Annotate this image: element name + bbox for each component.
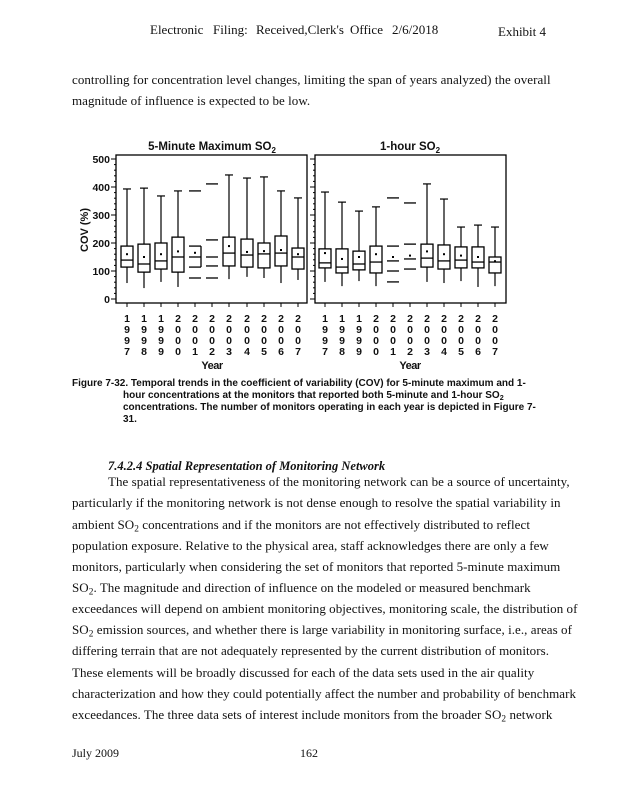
iqr-box (172, 237, 184, 272)
x-tick-label: 8 (141, 346, 147, 358)
footer-date: July 2009 (72, 746, 120, 760)
x-tick-label: 0 (295, 324, 301, 336)
iqr-box (319, 249, 331, 268)
x-tick-label: 0 (209, 324, 215, 336)
subscript: 2 (88, 629, 94, 640)
x-tick-label: 0 (475, 324, 481, 336)
x-tick-label: 7 (295, 346, 301, 358)
filing-stamp-date: 2/6/2018 (392, 22, 439, 37)
x-tick-label: 1 (124, 313, 130, 325)
section-line (72, 580, 531, 596)
x-tick-label: 0 (424, 335, 430, 347)
section-line (72, 622, 572, 638)
figure-caption-line: concentrations. The number of monitors operating in each year is depicted in Figure 7- (123, 402, 536, 413)
x-tick-label: 2 (407, 346, 413, 358)
mean-marker (228, 245, 230, 247)
x-tick-label: 0 (278, 324, 284, 336)
mean-marker (160, 253, 162, 255)
x-tick-label: 4 (244, 346, 250, 358)
mean-marker (392, 256, 394, 258)
x-tick-label: 0 (226, 335, 232, 347)
section-line (72, 559, 560, 575)
mean-marker (409, 255, 411, 257)
x-tick-label: 2 (492, 313, 498, 325)
plot-frame (315, 155, 506, 303)
line-text: . The magnitude and direction of influence on the modeled or measured benchmark (93, 580, 531, 595)
iqr-box (455, 247, 467, 268)
line-text: exceedances. The three data sets of interest include monitors from the broader SO (72, 707, 502, 722)
x-tick-label: 0 (226, 324, 232, 336)
chart-title: 1-hour $SO_2$ (379, 141, 441, 155)
filing-stamp-electronic: Electronic (150, 22, 204, 37)
iqr-box (292, 248, 304, 269)
x-tick-label: 7 (492, 346, 498, 358)
x-tick-label: 0 (458, 335, 464, 347)
line-text: SO (72, 580, 89, 595)
filing-stamp-office: Office (350, 22, 383, 37)
iqr-box (353, 251, 365, 270)
filing-stamp-filing: Filing: (213, 22, 248, 37)
x-tick-label: 7 (322, 346, 328, 358)
iqr-box (138, 244, 150, 272)
x-tick-label: 2 (209, 313, 215, 325)
mean-marker (341, 258, 343, 260)
mean-marker (494, 260, 496, 262)
y-tick-label: 300 (92, 210, 110, 222)
chart-title: 5-Minute Maximum $SO_2$ (148, 141, 276, 155)
x-tick-label: 2 (226, 313, 232, 325)
figure-caption-line: 31. (123, 414, 137, 425)
x-tick-label: 9 (141, 335, 147, 347)
mean-marker (194, 252, 196, 254)
x-tick-label: 9 (356, 346, 362, 358)
line-text: These elements will be broadly discussed for each of the data sets used in the air quality (72, 665, 535, 680)
x-tick-label: 1 (158, 313, 164, 325)
subscript: 2 (88, 587, 94, 598)
x-tick-label: 3 (226, 346, 232, 358)
section-heading: 7.4.2.4 Spatial Representation of Monitoring Network (108, 459, 386, 473)
y-tick-label: 100 (92, 266, 110, 278)
line-text: monitors, particularly when considering the set of monitors that reported 5-minute maximum (72, 559, 561, 574)
figure-caption-line: Figure 7-32. Temporal trends in the coefficient of variability (COV) for 5-minute maximum and 1- (72, 378, 526, 389)
line-text: The spatial representativeness of the monitoring network can be a source of uncertainty, (108, 474, 570, 489)
x-tick-label: 3 (424, 346, 430, 358)
x-tick-label: 1 (192, 346, 198, 358)
iqr-box (438, 245, 450, 269)
iqr-box (421, 244, 433, 267)
iqr-box (241, 239, 253, 267)
x-tick-label: 9 (339, 324, 345, 336)
x-tick-label: 6 (278, 346, 284, 358)
section-line (72, 686, 576, 702)
x-tick-label: 2 (373, 313, 379, 325)
x-tick-label: 1 (339, 313, 345, 325)
y-axis-label: COV (%) (79, 208, 91, 252)
mean-marker (460, 255, 462, 257)
x-tick-label: 9 (322, 324, 328, 336)
x-tick-label: 0 (373, 346, 379, 358)
x-tick-label: 9 (158, 346, 164, 358)
subscript: 2 (134, 524, 139, 535)
x-tick-label: 2 (175, 313, 181, 325)
x-tick-label: 0 (475, 335, 481, 347)
x-tick-label: 0 (424, 324, 430, 336)
x-tick-label: 5 (261, 346, 267, 358)
page-number: 162 (300, 746, 318, 760)
figure-caption-line (123, 390, 504, 401)
x-tick-label: 0 (261, 324, 267, 336)
x-tick-label: 0 (261, 335, 267, 347)
line-text: network (506, 707, 553, 722)
filing-stamp-received: Received,Clerk's (256, 22, 344, 37)
x-tick-label: 2 (424, 313, 430, 325)
iqr-box (489, 257, 501, 273)
y-tick-label: 400 (92, 182, 110, 194)
x-tick-label: 2 (192, 313, 198, 325)
y-tick-label: 500 (92, 154, 110, 166)
mean-marker (375, 253, 377, 255)
x-tick-label: 2 (407, 313, 413, 325)
x-tick-label: 0 (295, 335, 301, 347)
mean-marker (297, 253, 299, 255)
x-tick-label: 2 (458, 313, 464, 325)
x-tick-label: 2 (441, 313, 447, 325)
x-tick-label: 2 (244, 313, 250, 325)
iqr-box (223, 237, 235, 266)
x-tick-label: 8 (339, 346, 345, 358)
x-tick-label: 0 (390, 335, 396, 347)
plot-frame (116, 155, 307, 303)
x-tick-label: 9 (124, 335, 130, 347)
x-tick-label: 0 (390, 324, 396, 336)
x-tick-label: 0 (458, 324, 464, 336)
line-text: particularly if the monitoring network is not dense enough to resolve the spatial variability in (72, 495, 561, 510)
section-line (72, 538, 549, 554)
mean-marker (324, 252, 326, 254)
x-tick-label: 9 (356, 335, 362, 347)
x-tick-label: 0 (373, 324, 379, 336)
y-tick-label: 200 (92, 238, 110, 250)
cov-boxplot-figure (0, 0, 618, 380)
x-axis-label: Year (399, 360, 421, 372)
mean-marker (443, 253, 445, 255)
x-tick-label: 9 (356, 324, 362, 336)
subscript: 2 (501, 714, 507, 725)
iqr-box (121, 246, 133, 267)
x-tick-label: 9 (158, 335, 164, 347)
iqr-box (336, 249, 348, 273)
x-tick-label: 9 (158, 324, 164, 336)
line-text: concentrations and if the monitors are not effectively distributed to reflect (138, 517, 530, 532)
line-text: SO (72, 622, 89, 637)
section-line (72, 495, 561, 511)
x-tick-label: 0 (244, 335, 250, 347)
x-tick-label: 0 (441, 335, 447, 347)
x-tick-label: 9 (339, 335, 345, 347)
x-tick-label: 2 (209, 346, 215, 358)
section-line (72, 601, 577, 617)
mean-marker (263, 250, 265, 252)
section-line (72, 643, 549, 659)
x-tick-label: 2 (295, 313, 301, 325)
x-tick-label: 6 (475, 346, 481, 358)
x-tick-label: 1 (356, 313, 362, 325)
x-tick-label: 7 (124, 346, 130, 358)
mean-marker (143, 256, 145, 258)
iqr-box (155, 243, 167, 269)
x-tick-label: 0 (175, 346, 181, 358)
line-text: ambient SO (72, 517, 135, 532)
x-tick-label: 0 (209, 335, 215, 347)
x-tick-label: 0 (441, 324, 447, 336)
caption-text: hour concentrations at the monitors that reported both 5-minute and 1-hour SO (123, 390, 500, 401)
iqr-box (370, 246, 382, 273)
x-tick-label: 0 (492, 324, 498, 336)
x-tick-label: 0 (407, 335, 413, 347)
section-line (72, 665, 534, 681)
intro-line: magnitude of influence is expected to be low. (72, 93, 311, 108)
x-tick-label: 0 (244, 324, 250, 336)
x-tick-label: 0 (492, 335, 498, 347)
x-tick-label: 0 (373, 335, 379, 347)
mean-marker (426, 250, 428, 252)
line-text: exceedances will depend on ambient monitoring objectives, monitoring scale, the distribution of (72, 601, 578, 616)
x-tick-label: 0 (407, 324, 413, 336)
x-tick-label: 2 (390, 313, 396, 325)
x-axis-label: Year (201, 360, 223, 372)
x-tick-label: 2 (475, 313, 481, 325)
x-tick-label: 0 (278, 335, 284, 347)
x-tick-label: 9 (322, 335, 328, 347)
line-text: characterization and how they could potentially affect the number and probability of benchmark (72, 686, 577, 701)
mean-marker (177, 250, 179, 252)
x-tick-label: 0 (192, 324, 198, 336)
mean-marker (246, 251, 248, 253)
x-tick-label: 0 (192, 335, 198, 347)
x-tick-label: 2 (261, 313, 267, 325)
mean-marker (126, 253, 128, 255)
x-tick-label: 1 (141, 313, 147, 325)
iqr-box (258, 243, 270, 268)
section-line (72, 517, 530, 533)
x-tick-label: 1 (390, 346, 396, 358)
section-line (72, 707, 552, 723)
line-text: population exposure. Relative to the physical area, staff acknowledges there are only a few (72, 538, 549, 553)
line-text: emission sources, and whether there is large variability in monitoring surface, i.e., areas of (93, 622, 572, 637)
x-tick-label: 4 (441, 346, 447, 358)
y-tick-label: 0 (104, 294, 110, 306)
x-tick-label: 5 (458, 346, 464, 358)
x-tick-label: 1 (322, 313, 328, 325)
x-tick-label: 9 (141, 324, 147, 336)
intro-line: controlling for concentration level changes, limiting the span of years analyzed) the overall (72, 72, 551, 87)
x-tick-label: 2 (278, 313, 284, 325)
mean-marker (280, 249, 282, 251)
mean-marker (358, 256, 360, 258)
caption-subscript: 2 (499, 392, 504, 402)
section-line (108, 474, 570, 490)
mean-marker (477, 256, 479, 258)
x-tick-label: 9 (124, 324, 130, 336)
line-text: differing terrain that are not adequately represented by the current distribution of monitors. (72, 643, 549, 658)
x-tick-label: 0 (175, 324, 181, 336)
x-tick-label: 0 (175, 335, 181, 347)
exhibit-label: Exhibit 4 (498, 24, 547, 39)
